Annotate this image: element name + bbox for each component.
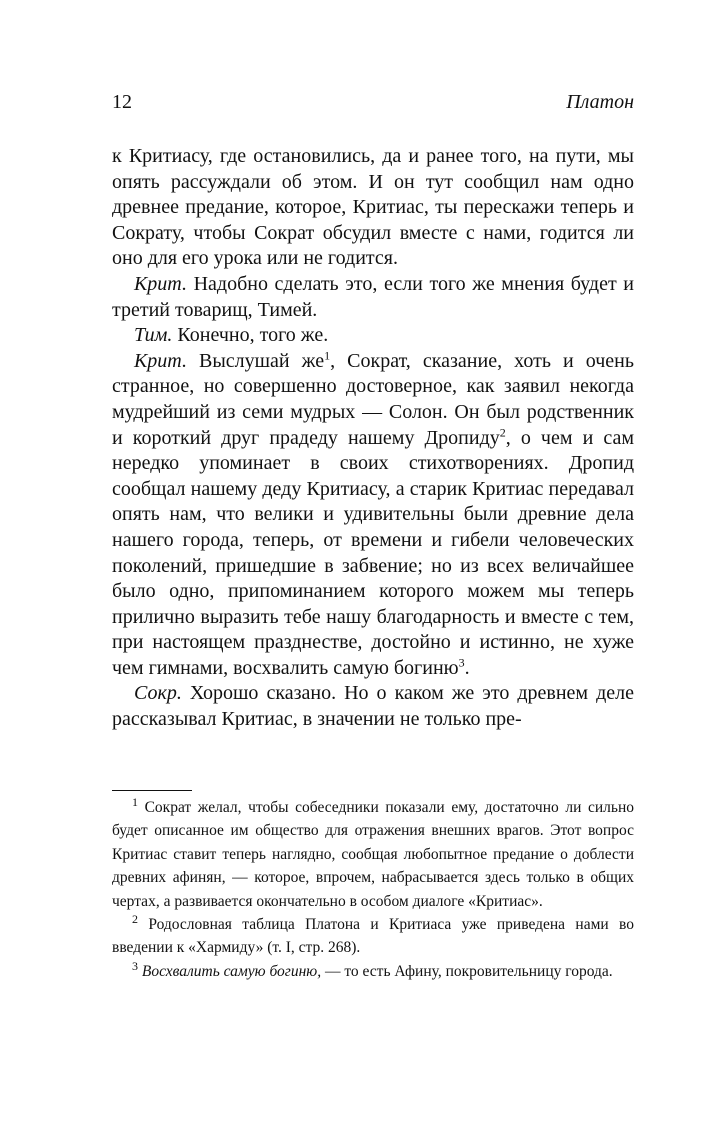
- speech-text: Хорошо сказано. Но о каком же это древнем деле рассказывал Критиас, в значении не только пре-: [112, 682, 634, 731]
- speech-text: Конечно, того же.: [172, 324, 329, 347]
- footnote-text: — то есть Афину, покровительницу города.: [321, 962, 613, 980]
- dialogue-line: [112, 323, 634, 349]
- speaker-name: Тим.: [134, 324, 173, 347]
- speaker-name: Крит.: [134, 272, 187, 295]
- footnote-ref[interactable]: 3: [458, 655, 465, 670]
- speech-text: .: [464, 656, 470, 679]
- running-title: Платон: [566, 91, 634, 113]
- speaker-name: Крит.: [134, 349, 187, 372]
- speech-text: Выслушай же: [186, 349, 325, 372]
- footnote-mark: 2: [132, 911, 138, 926]
- footnote-ref[interactable]: 2: [499, 424, 506, 439]
- footnote-text: Родословная таблица Платона и Критиаса уже приведена нами во введении к «Хармиду» (т. I, стр. 268).: [112, 916, 634, 957]
- footnote-mark: 3: [132, 958, 138, 973]
- speech-text: , о чем и сам нередко упоминает в своих стихотворениях. Дропид сообщал нашему деду Критиасу, а старик Критиас передавал опять нам, что велики и удивительны были древние дела нашего города, теперь, от времени и гибели человеческих поколений, пришедшие в забвение; но из всех величайшее было одно, припоминанием которого можем мы теперь прилично выразить тебе нашу благодарность и вместе с тем, при настоящем празднестве, достойно и истинно, не хуже чем гимнами, восхвалить самую богиню: [112, 426, 634, 679]
- speech-text: Надобно сделать это, если того же мнения будет и третий товарищ, Тимей.: [112, 272, 634, 321]
- footnote-text: Сократ желал, чтобы собеседники показали ему, достаточно ли сильно будет описанное им общество для отражения внешних врагов. Этот вопрос Критиас ставит теперь наглядно, сообщая любопытное предание о доблести древних афинян, — которое, впрочем, набрасывается здесь только в общих чертах, а развивается окончательно в особом диалоге «Критиас».: [112, 799, 634, 910]
- footnote: [112, 796, 634, 913]
- running-head: [112, 88, 634, 116]
- footnote-divider: [112, 790, 192, 791]
- footnote-mark: 1: [132, 794, 138, 809]
- paragraph: [112, 144, 634, 272]
- paragraph-text: к Критиасу, где остановились, да и ранее того, на пути, мы опять рассуждали об этом. И он тут сообщил нам одно древнее предание, которое, Критиас, ты перескажи теперь и Сократу, чтобы Сократ обсудил вместе с нами, годится ли оно для его урока или не годится.: [112, 145, 634, 270]
- footnote-quote: Восхвалить самую богиню,: [141, 962, 322, 980]
- main-text: [112, 144, 634, 733]
- dialogue-line: [112, 349, 634, 682]
- footnote: [112, 960, 634, 983]
- speech-text: , Сократ, сказание, хоть и очень странное, но совершенно достоверное, как заявил некогда мудрейший из семи мудрых — Солон. Он был родственник и короткий друг прадеду нашему Дропиду: [112, 349, 634, 449]
- footnote-ref[interactable]: 1: [324, 348, 331, 363]
- page-number: 12: [112, 91, 132, 113]
- speaker-name: Сокр.: [134, 682, 182, 705]
- footnote: [112, 913, 634, 960]
- dialogue-line: [112, 681, 634, 732]
- footnotes: [112, 796, 634, 983]
- dialogue-line: [112, 272, 634, 323]
